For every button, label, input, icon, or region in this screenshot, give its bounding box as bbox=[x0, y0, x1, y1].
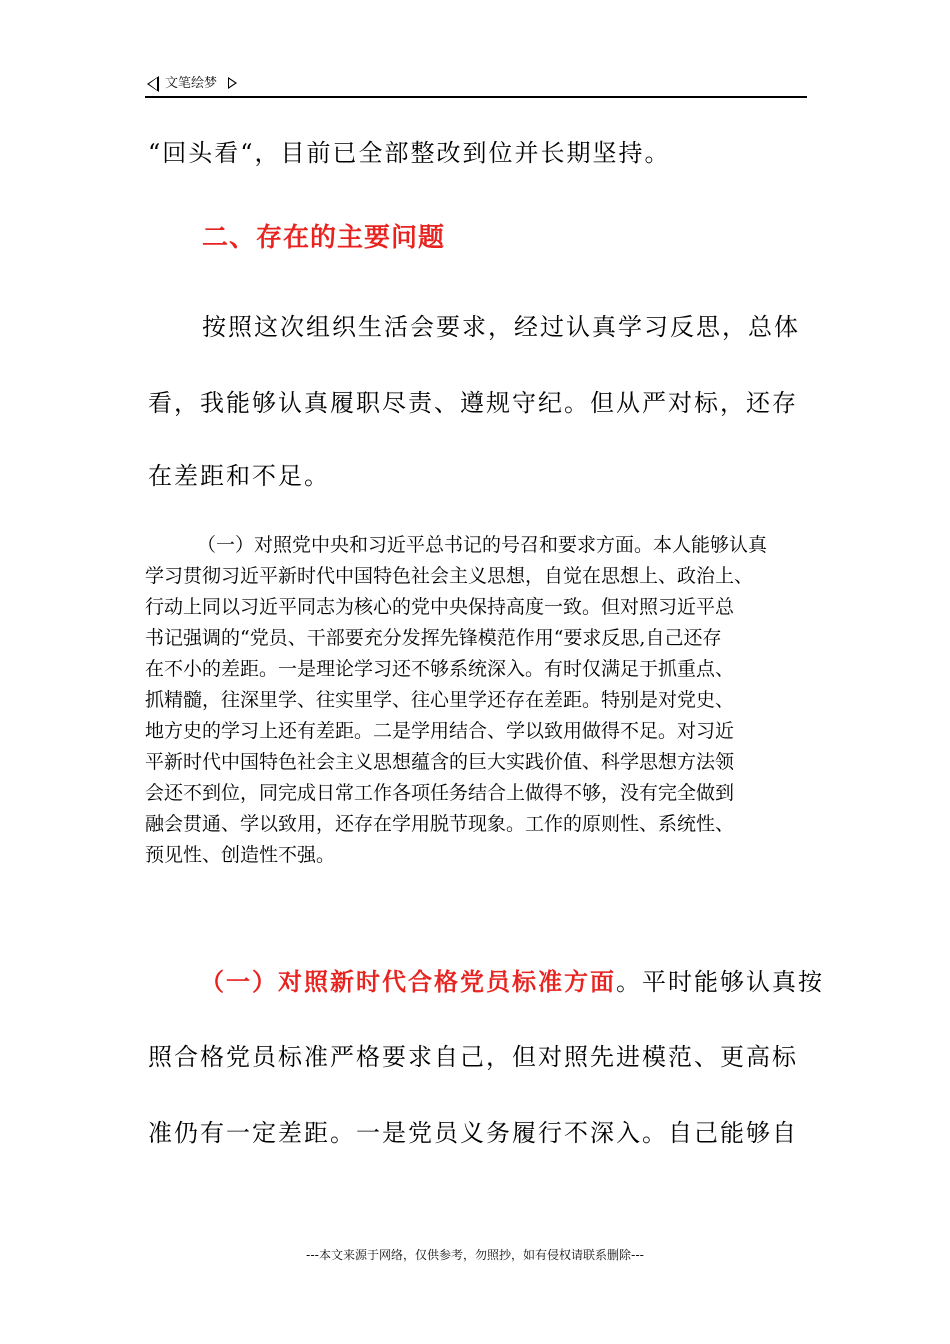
section-heading: 二、存在的主要问题 bbox=[202, 223, 446, 253]
para2-line: 平新时代中国特色社会主义思想蕴含的巨大实践价值、科学思想方法领 bbox=[145, 751, 735, 773]
para2-line: 在不小的差距。一是理论学习还不够系统深入。有时仅满足于抓重点、 bbox=[145, 658, 735, 680]
para3-line-1 bbox=[200, 967, 824, 997]
para2-line: 预见性、创造性不强。 bbox=[145, 844, 336, 866]
para3-lead-rest: 。平时能够认真按 bbox=[616, 968, 824, 996]
para1-line-3: 在差距和不足。 bbox=[148, 462, 330, 490]
triangle-left-icon bbox=[147, 76, 159, 92]
para3-line-2: 照合格党员标准严格要求自己，但对照先进模范、更高标 bbox=[148, 1043, 798, 1071]
para2-line: 学习贯彻习近平新时代中国特色社会主义思想，自觉在思想上、政治上、 bbox=[145, 565, 754, 587]
para2-line: 地方史的学习上还有差距。二是学用结合、学以致用做得不足。对习近 bbox=[145, 720, 735, 742]
para2-line: 会还不到位，同完成日常工作各项任务结合上做得不够，没有完全做到 bbox=[145, 782, 735, 804]
para2-line: 书记强调的“党员、干部要充分发挥先锋模范作用“要求反思,自己还存 bbox=[145, 627, 722, 649]
para2 bbox=[145, 530, 805, 871]
intro-line: “回头看“，目前已全部整改到位并长期坚持。 bbox=[148, 139, 671, 167]
header-brand: 文笔绘梦 bbox=[165, 76, 218, 91]
triangle-right-icon bbox=[228, 77, 237, 89]
page-header bbox=[145, 72, 807, 98]
para1-line-1: 按照这次组织生活会要求，经过认真学习反思，总体 bbox=[202, 313, 800, 341]
para1-line-2: 看，我能够认真履职尽责、遵规守纪。但从严对标，还存 bbox=[148, 389, 798, 417]
para2-line: （一）对照党中央和习近平总书记的号召和要求方面。本人能够认真 bbox=[197, 534, 768, 556]
para3-lead: （一）对照新时代合格党员标准方面 bbox=[200, 967, 616, 996]
para2-line: 行动上同以习近平同志为核心的党中央保持高度一致。但对照习近平总 bbox=[145, 596, 735, 618]
para2-line: 融会贯通、学以致用，还存在学用脱节现象。工作的原则性、系统性、 bbox=[145, 813, 735, 835]
page-footer: ---本文来源于网络，仅供参考，勿照抄，如有侵权请联系删除--- bbox=[306, 1248, 644, 1262]
para2-line: 抓精髓，往深里学、往实里学、往心里学还存在差距。特别是对党史、 bbox=[145, 689, 735, 711]
para3-line-3: 准仍有一定差距。一是党员义务履行不深入。自己能够自 bbox=[148, 1119, 798, 1147]
